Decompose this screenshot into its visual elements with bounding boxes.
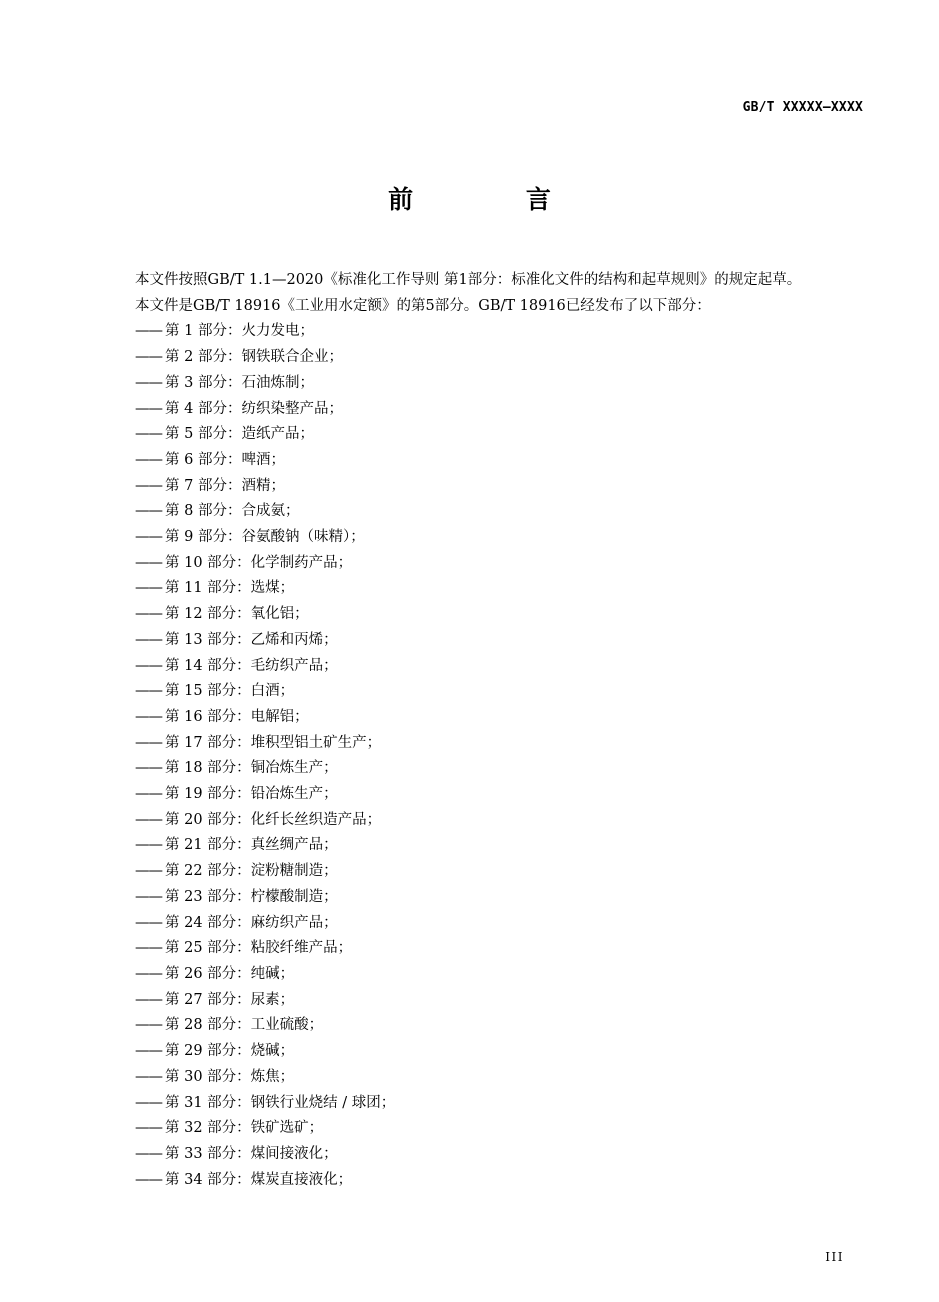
list-item-text: 第 8 部分：合成氨； bbox=[165, 503, 300, 520]
list-item bbox=[102, 911, 862, 937]
list-item bbox=[102, 1039, 862, 1065]
list-dash: —— bbox=[135, 657, 162, 674]
list-item-text: 第 26 部分：纯碱； bbox=[165, 965, 295, 982]
list-dash: —— bbox=[135, 503, 162, 520]
list-item bbox=[102, 1013, 862, 1039]
list-item bbox=[102, 885, 862, 911]
list-dash: —— bbox=[135, 1171, 162, 1188]
list-item-text: 第 28 部分：工业硫酸； bbox=[165, 1017, 324, 1034]
list-dash: —— bbox=[135, 323, 162, 340]
list-item-text: 第 14 部分：毛纺织产品； bbox=[165, 657, 338, 674]
list-item bbox=[102, 422, 862, 448]
list-item bbox=[102, 525, 862, 551]
list-item bbox=[102, 1116, 862, 1142]
paragraph-drafting-rules: 本文件按照GB/T 1.1—2020《标准化工作导则 第1部分：标准化文件的结构和起草规则》的规定起草。 bbox=[135, 272, 802, 288]
list-item-text: 第 31 部分：钢铁行业烧结 / 球团； bbox=[165, 1094, 396, 1111]
list-dash: —— bbox=[135, 400, 162, 417]
list-item-text: 第 3 部分：石油炼制； bbox=[165, 374, 314, 391]
list-dash: —— bbox=[135, 863, 162, 880]
published-parts-list bbox=[102, 319, 862, 1193]
list-item-text: 第 24 部分：麻纺织产品； bbox=[165, 914, 338, 931]
list-dash: —— bbox=[135, 1094, 162, 1111]
list-item-text: 第 19 部分：铅冶炼生产； bbox=[165, 786, 338, 803]
list-dash: —— bbox=[135, 631, 162, 648]
list-dash: —— bbox=[135, 426, 162, 443]
list-dash: —— bbox=[135, 888, 162, 905]
list-item bbox=[102, 628, 862, 654]
list-item-text: 第 2 部分：钢铁联合企业； bbox=[165, 349, 343, 366]
list-item bbox=[102, 962, 862, 988]
list-item bbox=[102, 756, 862, 782]
list-item-text: 第 10 部分：化学制药产品； bbox=[165, 554, 353, 571]
list-item-text: 第 30 部分：炼焦； bbox=[165, 1068, 295, 1085]
list-dash: —— bbox=[135, 1017, 162, 1034]
list-item bbox=[102, 679, 862, 705]
list-item-text: 第 29 部分：烧碱； bbox=[165, 1043, 295, 1060]
list-item bbox=[102, 936, 862, 962]
list-item bbox=[102, 1065, 862, 1091]
list-item bbox=[102, 371, 862, 397]
list-dash: —— bbox=[135, 786, 162, 803]
list-dash: —— bbox=[135, 529, 162, 546]
list-dash: —— bbox=[135, 914, 162, 931]
list-item-text: 第 32 部分：铁矿选矿； bbox=[165, 1120, 324, 1137]
list-item bbox=[102, 499, 862, 525]
list-dash: —— bbox=[135, 477, 162, 494]
list-dash: —— bbox=[135, 606, 162, 623]
list-item bbox=[102, 474, 862, 500]
list-item-text: 第 15 部分：白酒； bbox=[165, 683, 295, 700]
list-dash: —— bbox=[135, 760, 162, 777]
list-item bbox=[102, 654, 862, 680]
list-item bbox=[102, 988, 862, 1014]
list-dash: —— bbox=[135, 1145, 162, 1162]
list-item bbox=[102, 1168, 862, 1194]
list-item bbox=[102, 1142, 862, 1168]
list-item bbox=[102, 448, 862, 474]
list-dash: —— bbox=[135, 991, 162, 1008]
list-item-text: 第 1 部分：火力发电； bbox=[165, 323, 314, 340]
list-dash: —— bbox=[135, 580, 162, 597]
list-item bbox=[102, 731, 862, 757]
list-dash: —— bbox=[135, 811, 162, 828]
page-number: III bbox=[825, 1250, 844, 1264]
list-item-text: 第 25 部分：粘胶纤维产品； bbox=[165, 940, 353, 957]
list-dash: —— bbox=[135, 374, 162, 391]
list-item-text: 第 20 部分：化纤长丝织造产品； bbox=[165, 811, 382, 828]
list-item bbox=[102, 576, 862, 602]
list-item-text: 第 6 部分：啤酒； bbox=[165, 451, 285, 468]
list-item-text: 第 9 部分：谷氨酸钠（味精）； bbox=[165, 529, 365, 546]
list-item bbox=[102, 705, 862, 731]
list-item bbox=[102, 833, 862, 859]
list-dash: —— bbox=[135, 837, 162, 854]
list-item bbox=[102, 782, 862, 808]
list-item-text: 第 27 部分：尿素； bbox=[165, 991, 295, 1008]
list-item-text: 第 23 部分：柠檬酸制造； bbox=[165, 888, 338, 905]
list-dash: —— bbox=[135, 940, 162, 957]
list-item bbox=[102, 345, 862, 371]
paragraph-series-intro: 本文件是GB/T 18916《工业用水定额》的第5部分。GB/T 18916已经发布了以下部分： bbox=[135, 297, 711, 314]
list-item bbox=[102, 859, 862, 885]
page-title: 前 言 bbox=[388, 185, 603, 214]
list-item-text: 第 21 部分：真丝绸产品； bbox=[165, 837, 338, 854]
list-item-text: 第 34 部分：煤炭直接液化； bbox=[165, 1171, 353, 1188]
list-dash: —— bbox=[135, 683, 162, 700]
list-item bbox=[102, 808, 862, 834]
list-dash: —— bbox=[135, 1120, 162, 1137]
list-item-text: 第 4 部分：纺织染整产品； bbox=[165, 400, 343, 417]
list-dash: —— bbox=[135, 349, 162, 366]
list-dash: —— bbox=[135, 554, 162, 571]
document-code: GB/T XXXXX—XXXX bbox=[742, 100, 863, 115]
list-dash: —— bbox=[135, 734, 162, 751]
list-item-text: 第 18 部分：铜冶炼生产； bbox=[165, 760, 338, 777]
list-item-text: 第 16 部分：电解铝； bbox=[165, 708, 309, 725]
list-dash: —— bbox=[135, 451, 162, 468]
list-item bbox=[102, 602, 862, 628]
list-item-text: 第 17 部分：堆积型铝土矿生产； bbox=[165, 734, 382, 751]
list-dash: —— bbox=[135, 708, 162, 725]
foreword-body bbox=[102, 268, 862, 1193]
list-item bbox=[102, 1091, 862, 1117]
list-item bbox=[102, 319, 862, 345]
list-item-text: 第 11 部分：选煤； bbox=[165, 580, 295, 597]
list-item-text: 第 22 部分：淀粉糖制造； bbox=[165, 863, 338, 880]
list-item-text: 第 7 部分：酒精； bbox=[165, 477, 285, 494]
list-dash: —— bbox=[135, 1043, 162, 1060]
list-item-text: 第 13 部分：乙烯和丙烯； bbox=[165, 631, 338, 648]
list-item-text: 第 5 部分：造纸产品； bbox=[165, 426, 314, 443]
list-dash: —— bbox=[135, 1068, 162, 1085]
list-item-text: 第 33 部分：煤间接液化； bbox=[165, 1145, 338, 1162]
list-item bbox=[102, 397, 862, 423]
list-dash: —— bbox=[135, 965, 162, 982]
list-item-text: 第 12 部分：氧化铝； bbox=[165, 606, 309, 623]
list-item bbox=[102, 551, 862, 577]
